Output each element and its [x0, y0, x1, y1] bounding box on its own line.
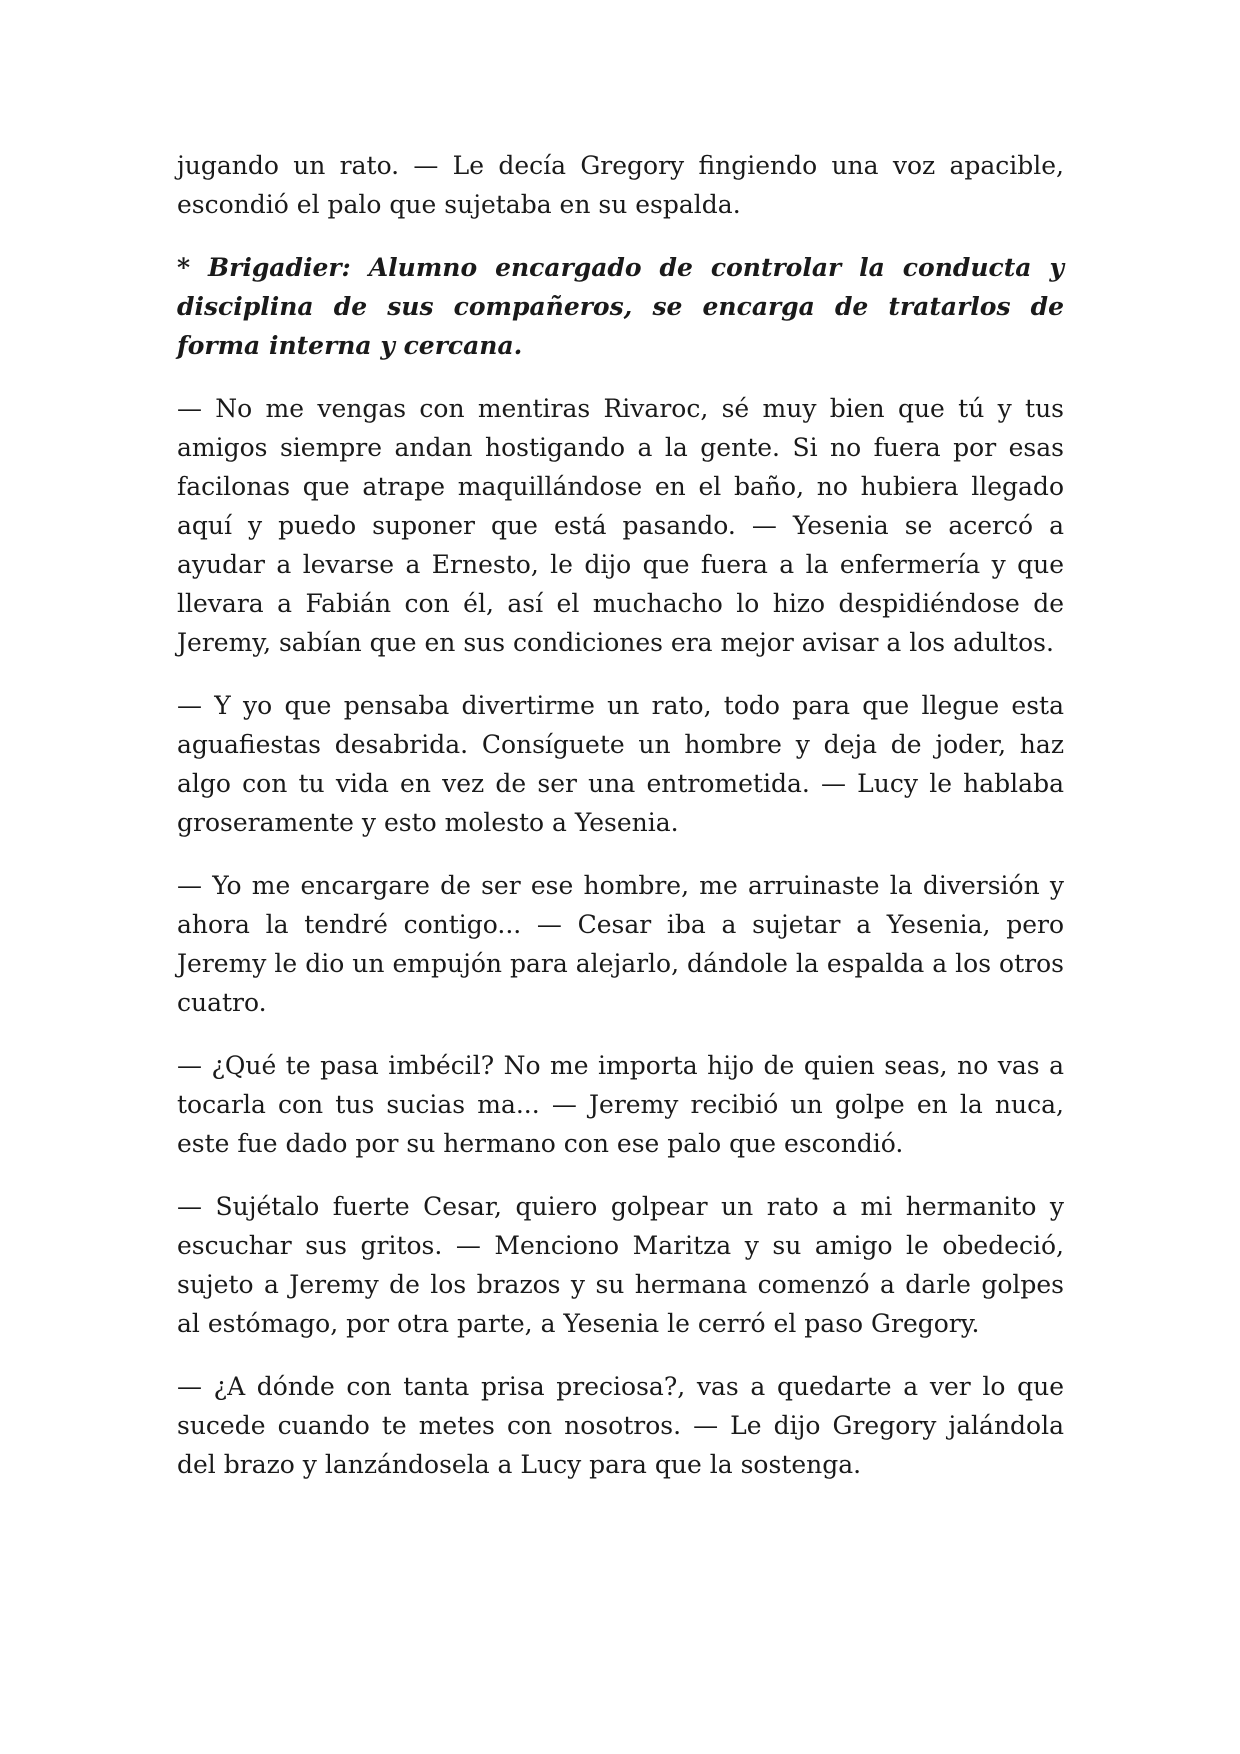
- paragraph-gregory-grabs: — ¿A dónde con tanta prisa preciosa?, vas a quedarte a ver lo que sucede cuando te metes con nosotros. — Le dijo Gregory jalándola del brazo y lanzándosela a Lucy para que la sostenga.: [177, 1372, 1064, 1479]
- paragraph-lucy-insults: — Y yo que pensaba divertirme un rato, todo para que llegue esta aguafiestas desabrida. Consíguete un hombre y deja de joder, haz algo con tu vida en vez de ser una entrometida. — Lucy le hablaba groseramente y esto molesto a Yesenia.: [177, 691, 1064, 837]
- paragraph-cesar-threat: — Yo me encargare de ser ese hombre, me arruinaste la diversión y ahora la tendré contigo... — Cesar iba a sujetar a Yesenia, pero Jeremy le dio un empujón para alejarlo, dándole la espalda a los otros cuatro.: [177, 871, 1064, 1017]
- paragraph-continuation: jugando un rato. — Le decía Gregory fingiendo una voz apacible, escondió el palo que sujetaba en su espalda.: [177, 151, 1064, 219]
- footnote-brigadier: * Brigadier: Alumno encargado de controlar la conducta y disciplina de sus compañeros, se encarga de tratarlos de forma interna y cercana.: [177, 253, 1064, 360]
- paragraph-maritza-orders: — Sujétalo fuerte Cesar, quiero golpear un rato a mi hermanito y escuchar sus gritos. — Menciono Maritza y su amigo le obedeció, sujeto a Jeremy de los brazos y su hermana comenzó a darle golpes al estómago, por otra parte, a Yesenia le cerró el paso Gregory.: [177, 1192, 1064, 1338]
- paragraph-jeremy-hit: — ¿Qué te pasa imbécil? No me importa hijo de quien seas, no vas a tocarla con tus sucias ma... — Jeremy recibió un golpe en la nuca, este fue dado por su hermano con ese palo que escondió.: [177, 1051, 1064, 1158]
- document-page: [177, 146, 1064, 1508]
- paragraph-yesenia-confronts: — No me vengas con mentiras Rivaroc, sé muy bien que tú y tus amigos siempre andan hostigando a la gente. Si no fuera por esas facilonas que atrape maquillándose en el baño, no hubiera llegado aquí y puedo suponer que está pasando. — Yesenia se acercó a ayudar a levarse a Ernesto, le dijo que fuera a la enfermería y que llevara a Fabián con él, así el muchacho lo hizo despidiéndose de Jeremy, sabían que en sus condiciones era mejor avisar a los adultos.: [177, 394, 1064, 657]
